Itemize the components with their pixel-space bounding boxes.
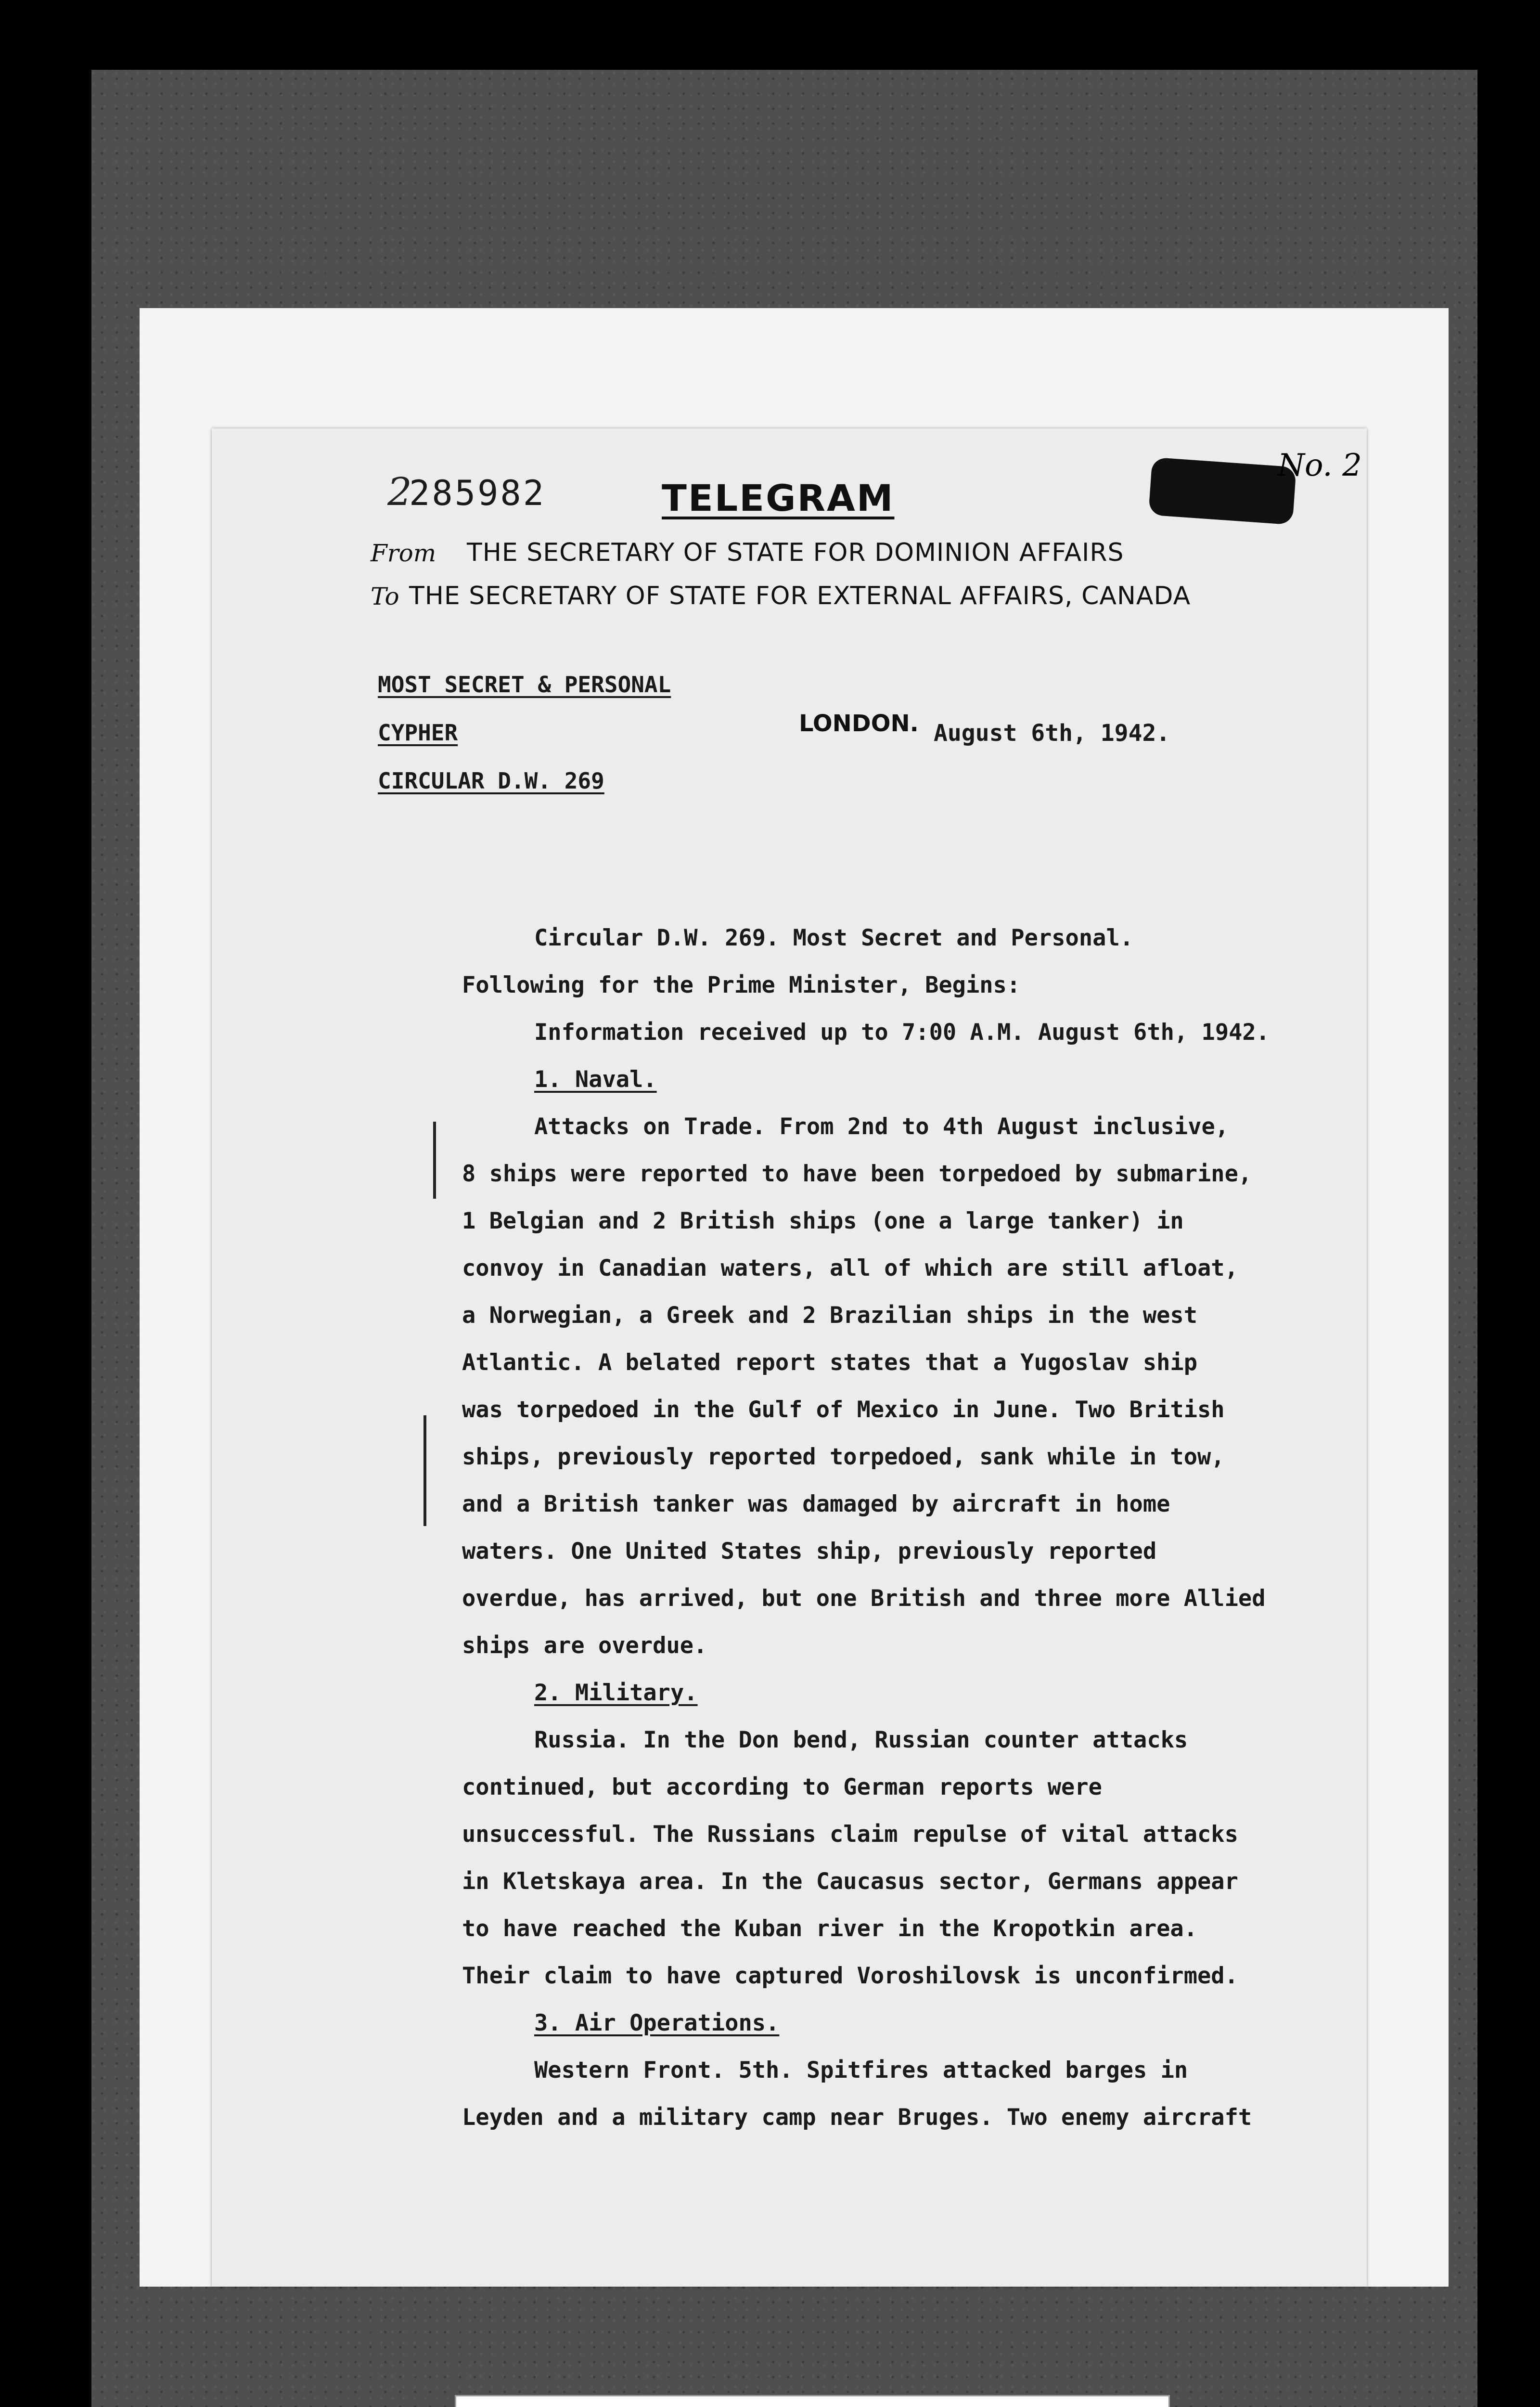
redaction-blot: [1148, 457, 1296, 525]
body-line: continued, but according to German reports were: [462, 1774, 1102, 1800]
body-line: Western Front. 5th. Spitfires attacked barges in: [534, 2057, 1188, 2083]
body-line: waters. One United States ship, previously reported: [462, 1538, 1157, 1565]
body-line: Information received up to 7:00 A.M. August 6th, 1942.: [534, 1019, 1270, 1046]
margin-mark: [433, 1122, 436, 1199]
file-number: 285982: [409, 473, 546, 513]
to-label: To: [371, 582, 399, 610]
body-line: overdue, has arrived, but one British and three more Allied: [462, 1585, 1266, 1612]
body-line: Atlantic. A belated report states that a Yugoslav ship: [462, 1349, 1198, 1376]
body-line: ships are overdue.: [462, 1632, 707, 1659]
to-value: THE SECRETARY OF STATE FOR EXTERNAL AFFAIRS, CANADA: [409, 582, 1191, 610]
telegram-page: [212, 428, 1367, 2287]
file-prefix-mark: 2: [387, 469, 412, 514]
body-line: and a British tanker was damaged by aircraft in home: [462, 1491, 1170, 1517]
source-caption: [455, 2395, 1170, 2407]
body-line: Leyden and a military camp near Bruges. Two enemy aircraft: [462, 2104, 1252, 2131]
body-line: Attacks on Trade. From 2nd to 4th August inclusive,: [534, 1113, 1229, 1140]
body-line: Russia. In the Don bend, Russian counter attacks: [534, 1727, 1188, 1753]
body-line: ships, previously reported torpedoed, sank while in tow,: [462, 1444, 1225, 1470]
body-line: convoy in Canadian waters, all of which are still afloat,: [462, 1255, 1238, 1281]
body-line: in Kletskaya area. In the Caucasus sector, Germans appear: [462, 1868, 1238, 1895]
place: LONDON.: [799, 710, 919, 737]
body-line: was torpedoed in the Gulf of Mexico in June. Two British: [462, 1397, 1225, 1423]
body-line: 1 Belgian and 2 British ships (one a large tanker) in: [462, 1208, 1184, 1234]
classification-line: CYPHER: [378, 720, 458, 746]
body-line: unsuccessful. The Russians claim repulse of vital attacks: [462, 1821, 1238, 1848]
margin-mark: [424, 1415, 426, 1526]
handwritten-note: No. 2: [1278, 448, 1362, 483]
body-line: Circular D.W. 269. Most Secret and Personal.: [534, 925, 1134, 951]
body-line: to have reached the Kuban river in the Kropotkin area.: [462, 1915, 1198, 1942]
date: August 6th, 1942.: [934, 720, 1170, 747]
body-line: Their claim to have captured Voroshilovsk is unconfirmed.: [462, 1963, 1238, 1989]
classification-line: MOST SECRET & PERSONAL: [378, 672, 671, 698]
section-heading-naval: 1. Naval.: [534, 1066, 657, 1093]
telegram-body: [462, 915, 1357, 2141]
classification-line: CIRCULAR D.W. 269: [378, 768, 604, 794]
section-heading-military: 2. Military.: [534, 1680, 698, 1706]
body-line: 8 ships were reported to have been torpedoed by submarine,: [462, 1161, 1252, 1187]
body-line: a Norwegian, a Greek and 2 Brazilian ships in the west: [462, 1302, 1198, 1329]
from-label: From: [371, 539, 436, 567]
telegram-title: TELEGRAM: [662, 477, 895, 519]
section-heading-air-operations: 3. Air Operations.: [534, 2010, 780, 2036]
body-line: Following for the Prime Minister, Begins:: [462, 972, 1021, 998]
from-value: THE SECRETARY OF STATE FOR DOMINION AFFAIRS: [467, 538, 1124, 567]
